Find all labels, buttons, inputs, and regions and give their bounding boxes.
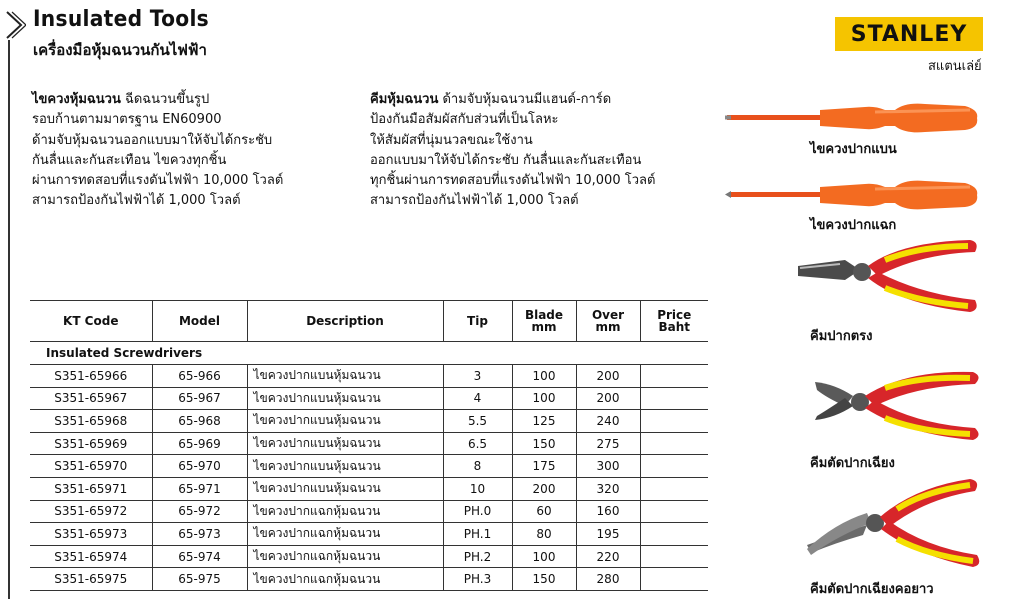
tool-label: ไขควงปากแบน	[810, 142, 897, 157]
table-row	[30, 477, 708, 500]
cell-blade: 175	[512, 455, 576, 478]
description-line: รอบก้านตามมาตรฐาน EN60900	[32, 112, 222, 128]
cell-over: 220	[576, 545, 640, 568]
cell-over: 200	[576, 387, 640, 410]
tool-label: คีมปากตรง	[810, 329, 873, 344]
combination-pliers-icon	[790, 232, 985, 322]
cell-tip: 8	[443, 455, 512, 478]
cell-kt: S351-65973	[30, 523, 152, 546]
cell-kt: S351-65966	[30, 365, 152, 388]
cell-price	[640, 477, 708, 500]
header-line: Price	[657, 308, 692, 322]
cell-desc: ไขควงปากแบนหุ้มฉนวน	[247, 432, 443, 455]
header-line: Baht	[658, 320, 691, 334]
cell-blade: 100	[512, 545, 576, 568]
header-line: mm	[595, 320, 621, 334]
description-line: ด้ามจับหุ้มฉนวนออกแบบมาให้จับได้กระชับ	[32, 132, 273, 148]
cell-over: 240	[576, 410, 640, 433]
cell-model: 65-971	[152, 477, 247, 500]
page-title: Insulated Tools	[33, 7, 209, 32]
cell-blade: 150	[512, 432, 576, 455]
brand-logo	[835, 17, 983, 51]
cell-model: 65-974	[152, 545, 247, 568]
cell-price	[640, 455, 708, 478]
long-reach-cutters-icon	[805, 475, 985, 575]
cell-tip: 6.5	[443, 432, 512, 455]
cell-tip: 3	[443, 365, 512, 388]
table-section-row	[30, 342, 708, 365]
description-line: ออกแบบมาให้จับได้กระชับ กันลื่นและกันสะเทือน	[370, 152, 642, 168]
description-heading-suffix: ฉีดฉนวนขึ้นรูป	[124, 92, 210, 107]
cell-desc: ไขควงปากแบนหุ้มฉนวน	[247, 387, 443, 410]
cell-blade: 100	[512, 387, 576, 410]
cell-blade: 60	[512, 500, 576, 523]
chevron-right-icon	[4, 10, 26, 40]
screwdriver-description	[32, 90, 283, 212]
cell-model: 65-967	[152, 387, 247, 410]
cell-tip: PH.2	[443, 545, 512, 568]
cell-desc: ไขควงปากแบนหุ้มฉนวน	[247, 455, 443, 478]
cell-over: 320	[576, 477, 640, 500]
table-row	[30, 387, 708, 410]
description-heading: ไขควงหุ้มฉนวน	[32, 92, 121, 107]
cell-desc: ไขควงปากแบนหุ้มฉนวน	[247, 410, 443, 433]
cell-desc: ไขควงปากแบนหุ้มฉนวน	[247, 365, 443, 388]
brand-logo-text: STANLEY	[850, 21, 968, 47]
cell-blade: 125	[512, 410, 576, 433]
table-row	[30, 568, 708, 591]
cell-kt: S351-65974	[30, 545, 152, 568]
cell-price	[640, 365, 708, 388]
description-line: สามารถป้องกันไฟฟ้าได้ 1,000 โวลต์	[32, 193, 241, 209]
cell-kt: S351-65967	[30, 387, 152, 410]
cell-blade: 150	[512, 568, 576, 591]
cell-desc: ไขควงปากแบนหุ้มฉนวน	[247, 477, 443, 500]
table-header-row	[30, 301, 708, 342]
description-line: ทุกชิ้นผ่านการทดสอบที่แรงดันไฟฟ้า 10,000 โวลต์	[370, 173, 656, 189]
cell-over: 160	[576, 500, 640, 523]
description-line: ผ่านการทดสอบที่แรงดันไฟฟ้า 10,000 โวลต์	[32, 173, 284, 189]
cell-price	[640, 432, 708, 455]
cell-price	[640, 568, 708, 591]
cell-tip: 5.5	[443, 410, 512, 433]
cell-tip: PH.0	[443, 500, 512, 523]
cell-kt: S351-65970	[30, 455, 152, 478]
cell-over: 195	[576, 523, 640, 546]
column-header-over	[576, 301, 640, 342]
tool-label: คีมตัดปากเฉียง	[810, 456, 895, 471]
cell-model: 65-970	[152, 455, 247, 478]
header-line: mm	[531, 320, 557, 334]
cell-desc: ไขควงปากแฉกหุ้มฉนวน	[247, 545, 443, 568]
cell-price	[640, 500, 708, 523]
cell-price	[640, 387, 708, 410]
cell-desc: ไขควงปากแฉกหุ้มฉนวน	[247, 523, 443, 546]
cell-over: 275	[576, 432, 640, 455]
cell-over: 280	[576, 568, 640, 591]
description-line: สามารถป้องกันไฟฟ้าได้ 1,000 โวลต์	[370, 193, 579, 209]
column-header-model: Model	[152, 301, 247, 342]
flat-screwdriver-icon	[725, 98, 980, 138]
table-row	[30, 545, 708, 568]
page-subtitle: เครื่องมือหุ้มฉนวนกันไฟฟ้า	[33, 41, 207, 59]
cell-desc: ไขควงปากแฉกหุ้มฉนวน	[247, 500, 443, 523]
cell-model: 65-968	[152, 410, 247, 433]
cell-price	[640, 410, 708, 433]
table-row	[30, 432, 708, 455]
cell-price	[640, 545, 708, 568]
product-table	[30, 300, 708, 591]
pliers-description	[370, 90, 655, 212]
cell-kt: S351-65972	[30, 500, 152, 523]
description-heading: คีมหุ้มฉนวน	[370, 92, 439, 107]
cell-model: 65-969	[152, 432, 247, 455]
tool-label: คีมตัดปากเฉียงคอยาว	[810, 582, 934, 597]
left-frame-line	[8, 40, 10, 599]
description-heading-suffix: ด้ามจับหุ้มฉนวนมีแฮนด์-การ์ด	[442, 92, 612, 107]
cell-blade: 100	[512, 365, 576, 388]
column-header-price	[640, 301, 708, 342]
column-header-tip: Tip	[443, 301, 512, 342]
diagonal-cutters-icon	[805, 362, 985, 452]
cell-blade: 200	[512, 477, 576, 500]
cell-tip: 10	[443, 477, 512, 500]
column-header-description: Description	[247, 301, 443, 342]
table-row	[30, 455, 708, 478]
cell-kt: S351-65969	[30, 432, 152, 455]
table-row	[30, 500, 708, 523]
cell-tip: PH.3	[443, 568, 512, 591]
column-header-blade	[512, 301, 576, 342]
cell-model: 65-966	[152, 365, 247, 388]
header-line: Blade	[524, 308, 564, 322]
cell-model: 65-973	[152, 523, 247, 546]
cell-tip: PH.1	[443, 523, 512, 546]
cell-tip: 4	[443, 387, 512, 410]
column-header-kt-code: KT Code	[30, 301, 152, 342]
cell-over: 200	[576, 365, 640, 388]
header-line: Over	[591, 308, 625, 322]
description-line: ให้สัมผัสที่นุ่มนวลขณะใช้งาน	[370, 132, 533, 148]
table-row	[30, 410, 708, 433]
cell-model: 65-972	[152, 500, 247, 523]
description-line: กันลื่นและกันสะเทือน ไขควงทุกชิ้น	[32, 152, 227, 168]
cell-price	[640, 523, 708, 546]
cell-kt: S351-65975	[30, 568, 152, 591]
cell-blade: 80	[512, 523, 576, 546]
table-row	[30, 523, 708, 546]
table-row	[30, 365, 708, 388]
description-line: ป้องกันมือสัมผัสกับส่วนที่เป็นโลหะ	[370, 112, 559, 128]
tool-label: ไขควงปากแฉก	[810, 218, 897, 233]
brand-name-thai: สแตนเล่ย์	[928, 59, 982, 74]
cell-over: 300	[576, 455, 640, 478]
phillips-screwdriver-icon	[725, 175, 980, 215]
cell-kt: S351-65968	[30, 410, 152, 433]
section-title: Insulated Screwdrivers	[30, 342, 708, 365]
cell-model: 65-975	[152, 568, 247, 591]
cell-desc: ไขควงปากแฉกหุ้มฉนวน	[247, 568, 443, 591]
cell-kt: S351-65971	[30, 477, 152, 500]
